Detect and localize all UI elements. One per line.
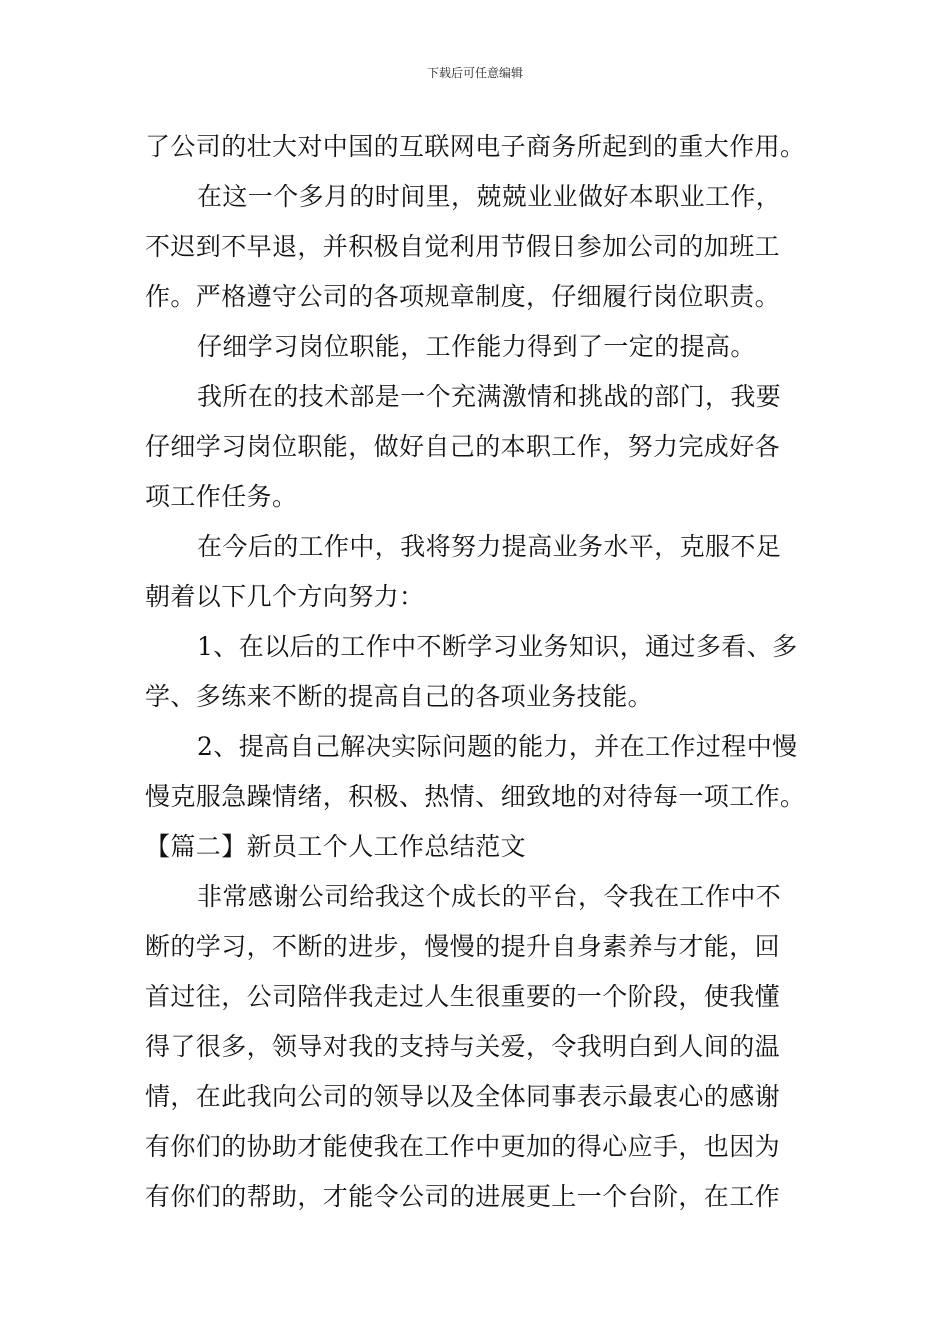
text-line: 有你们的帮助，才能令公司的进展更上一个台阶，在工作: [145, 1182, 781, 1211]
text-line: 不迟到不早退，并积极自觉利用节假日参加公司的加班工: [145, 232, 781, 261]
text-line: 我所在的技术部是一个充满激情和挑战的部门，我要: [197, 382, 782, 411]
header-note: 下载后可任意编辑: [426, 66, 523, 80]
text-line: 首过往，公司陪伴我走过人生很重要的一个阶段，使我懂: [145, 982, 781, 1011]
text-line: 慢克服急躁情绪，积极、热情、细致地的对待每一项工作。: [145, 782, 806, 811]
text-line: 情，在此我向公司的领导以及全体同事表示最衷心的感谢: [145, 1082, 781, 1111]
text-line: 断的学习，不断的进步，慢慢的提升自身素养与才能，回: [145, 932, 781, 961]
section-heading: 【篇二】新员工个人工作总结范文: [145, 832, 527, 861]
document-body: [145, 122, 810, 1222]
text-line: 2、提高自己解决实际问题的能力，并在工作过程中慢: [197, 732, 798, 761]
text-line: 仔细学习岗位职能，做好自己的本职工作，努力完成好各: [145, 432, 781, 461]
text-line: 在这一个多月的时间里，兢兢业业做好本职业工作，: [197, 182, 782, 211]
text-line: 有你们的协助才能使我在工作中更加的得心应手，也因为: [145, 1132, 781, 1161]
text-line: 了公司的壮大对中国的互联网电子商务所起到的重大作用。: [145, 132, 806, 161]
text-line: 在今后的工作中，我将努力提高业务水平，克服不足: [197, 532, 782, 561]
text-line: 得了很多，领导对我的支持与关爱，令我明白到人间的温: [145, 1032, 781, 1061]
text-line: 仔细学习岗位职能，工作能力得到了一定的提高。: [197, 332, 756, 361]
text-line: 作。严格遵守公司的各项规章制度，仔细履行岗位职责。: [145, 282, 781, 311]
text-line: 朝着以下几个方向努力：: [145, 582, 425, 611]
text-line: 非常感谢公司给我这个成长的平台，令我在工作中不: [197, 882, 782, 911]
text-line: 1、在以后的工作中不断学习业务知识，通过多看、多: [197, 632, 798, 661]
text-line: 项工作任务。: [145, 482, 298, 511]
text-line: 学、多练来不断的提高自己的各项业务技能。: [145, 682, 654, 711]
